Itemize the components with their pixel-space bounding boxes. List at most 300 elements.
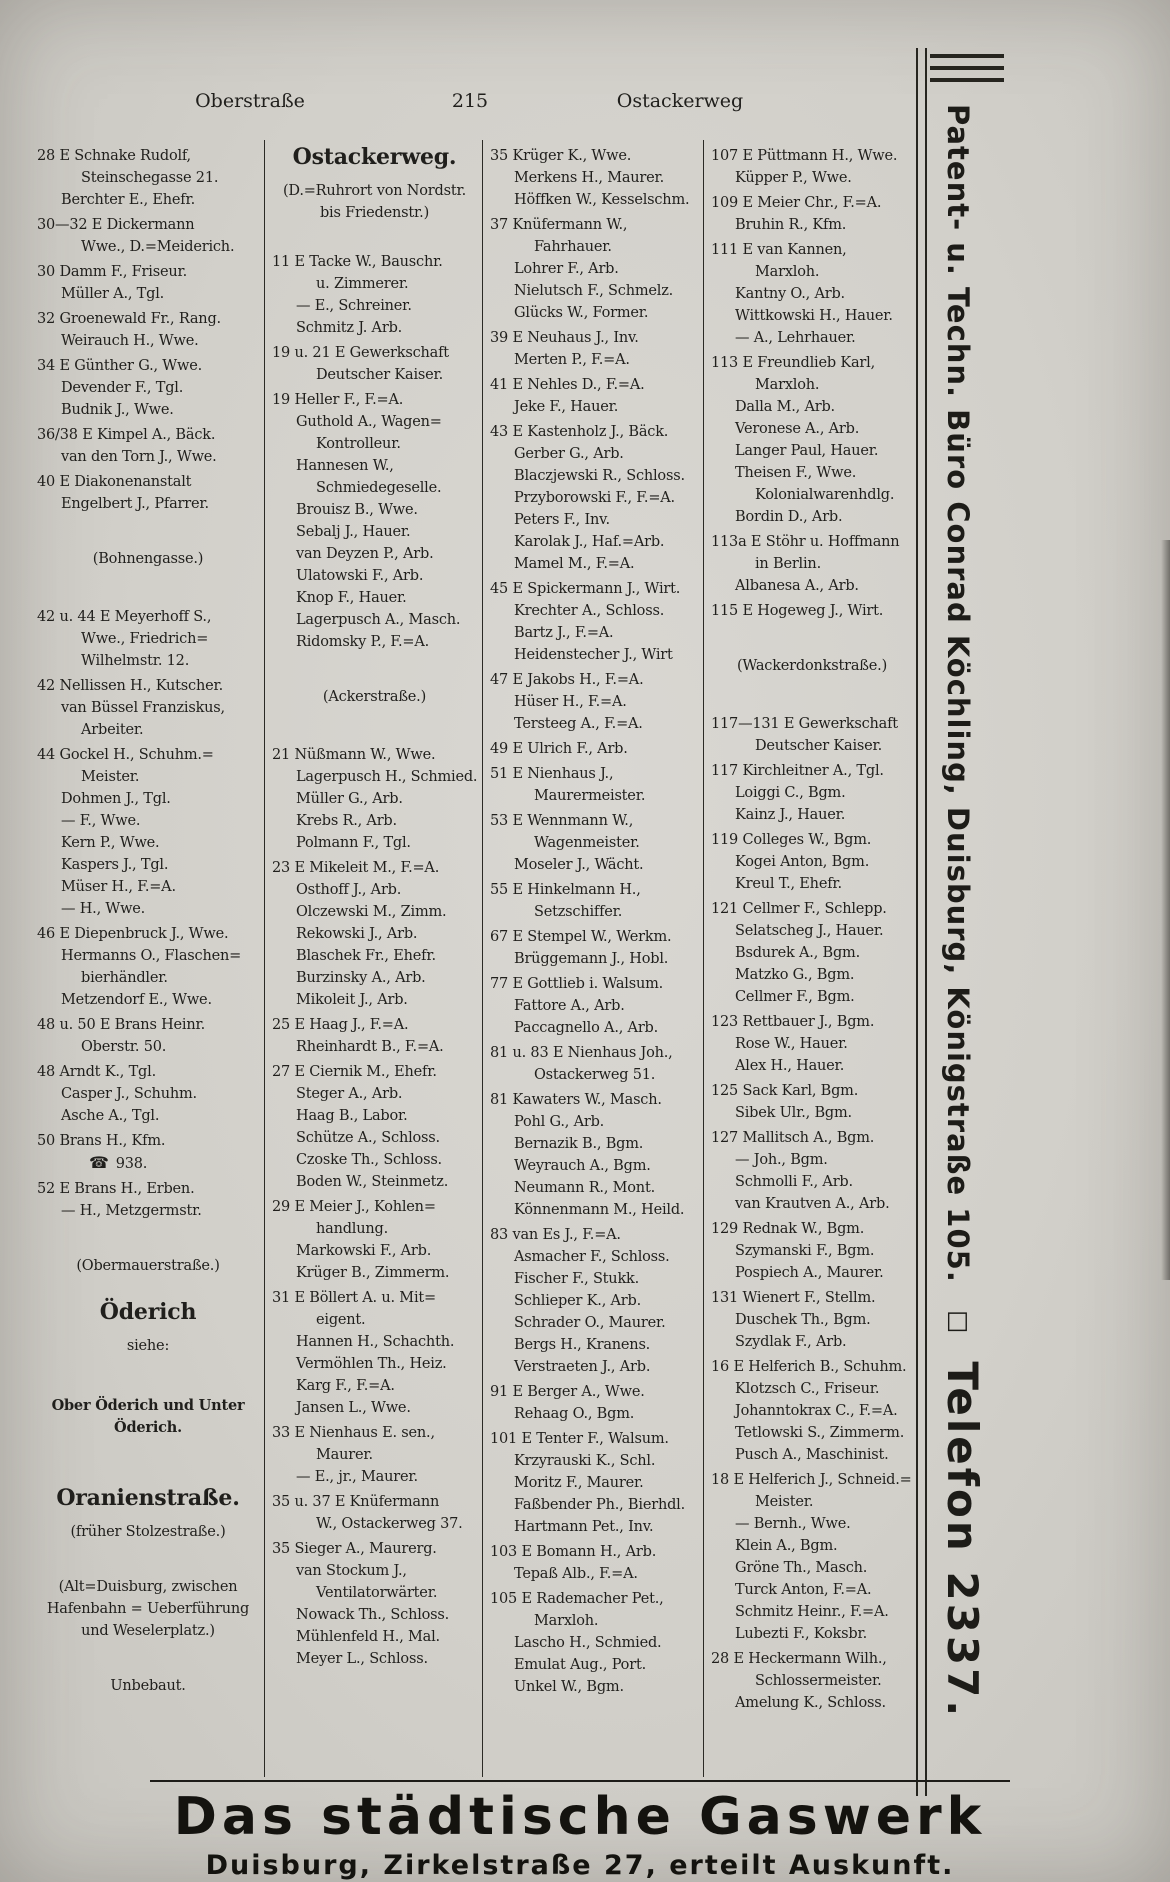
- directory-line-text: Krzyrauski K., Schl.: [514, 1453, 656, 1469]
- sidebar-ad-divider-rule: [916, 48, 927, 1796]
- directory-line-text: Blaschek Fr., Ehefr.: [296, 948, 436, 964]
- directory-line-text: van Krautven A., Arb.: [735, 1196, 890, 1212]
- directory-line: [37, 189, 259, 211]
- directory-line-text: 19 u. 21 E Gewerkschaft: [272, 345, 449, 361]
- directory-line-text: Weyrauch A., Bgm.: [514, 1158, 651, 1174]
- directory-line-text: Nielutsch F., Schmelz.: [514, 283, 674, 299]
- directory-line-text: 52 E Brans H., Erben.: [37, 1181, 195, 1197]
- directory-line: [490, 189, 698, 211]
- directory-line: [37, 493, 259, 515]
- directory-line-text: van Büssel Franziskus,: [61, 700, 225, 716]
- directory-line: [37, 1395, 259, 1417]
- directory-line: [711, 1171, 913, 1193]
- directory-line: [711, 239, 913, 261]
- directory-line: [37, 1152, 259, 1175]
- directory-line-text: Hermanns O., Flaschen=: [61, 948, 242, 964]
- directory-line-text: Weirauch H., Wwe.: [61, 333, 199, 349]
- directory-line-text: Kontrolleur.: [316, 436, 401, 452]
- page-number: 215: [451, 90, 489, 112]
- directory-line: [711, 167, 913, 189]
- directory-line-text: Amelung K., Schloss.: [735, 1695, 886, 1711]
- directory-line: [37, 424, 259, 446]
- directory-line-text: 25 E Haag J., F.=A.: [272, 1017, 409, 1033]
- directory-line: [711, 418, 913, 440]
- directory-line-text: Haag B., Labor.: [296, 1108, 408, 1124]
- directory-line: [272, 1105, 477, 1127]
- directory-line: [490, 1017, 698, 1039]
- directory-line-text: Deutscher Kaiser.: [316, 367, 444, 383]
- directory-line-text: Polmann F., Tgl.: [296, 835, 411, 851]
- directory-line: [711, 484, 913, 506]
- directory-line-text: van den Torn J., Wwe.: [61, 449, 217, 465]
- directory-line: [37, 967, 259, 989]
- directory-line-text: 35 Krüger K., Wwe.: [490, 148, 632, 164]
- directory-line: [711, 1356, 913, 1378]
- directory-line-text: 50 Brans H., Kfm.: [37, 1133, 166, 1149]
- directory-line: [37, 1299, 259, 1325]
- directory-line: [272, 1262, 477, 1284]
- directory-line-text: Kainz J., Hauer.: [735, 807, 846, 823]
- directory-line-text: Ridomsky P., F.=A.: [296, 634, 430, 650]
- directory-line: [711, 1469, 913, 1491]
- directory-line-text: Vermöhlen Th., Heiz.: [296, 1356, 447, 1372]
- directory-line-text: Theisen F., Wwe.: [735, 465, 857, 481]
- directory-line-text: 119 Colleges W., Bgm.: [711, 832, 872, 848]
- directory-line-text: 37 Knüfermann W.,: [490, 217, 628, 233]
- directory-line-text: Könnenmann M., Heild.: [514, 1202, 685, 1218]
- directory-line-text: Müller G., Arb.: [296, 791, 403, 807]
- directory-line-text: Brüggemann J., Hobl.: [514, 951, 669, 967]
- directory-line-text: Kolonialwarenhdlg.: [755, 487, 895, 503]
- directory-line: [490, 1312, 698, 1334]
- directory-line: [272, 499, 477, 521]
- directory-line-text: Moseler J., Wächt.: [514, 857, 644, 873]
- directory-line: [272, 717, 477, 741]
- directory-line: [711, 1080, 913, 1102]
- directory-line-text: 53 E Wennmann W.,: [490, 813, 634, 829]
- directory-line-text: Bartz J., F.=A.: [514, 625, 614, 641]
- directory-line-text: 127 Mallitsch A., Bgm.: [711, 1130, 875, 1146]
- directory-line-text: Loiggi C., Bgm.: [735, 785, 846, 801]
- directory-line-text: Lohrer F., Arb.: [514, 261, 619, 277]
- directory-line-text: Czoske Th., Schloss.: [296, 1152, 442, 1168]
- directory-line: [490, 973, 698, 995]
- directory-line-text: Heidenstecher J., Wirt: [514, 647, 673, 663]
- directory-line: [490, 1356, 698, 1378]
- directory-line: [37, 744, 259, 766]
- directory-line-text: Marxloh.: [755, 264, 820, 280]
- directory-line-text: 35 u. 37 E Knüfermann: [272, 1494, 440, 1510]
- directory-line-text: Hartmann Pet., Inv.: [514, 1519, 654, 1535]
- directory-line-text: Lagerpusch A., Masch.: [296, 612, 461, 628]
- directory-line: [37, 1130, 259, 1152]
- directory-line-text: 113a E Stöhr u. Hoffmann: [711, 534, 900, 550]
- directory-line: [711, 145, 913, 167]
- directory-line: [711, 964, 913, 986]
- directory-line-text: 111 E van Kannen,: [711, 242, 847, 258]
- directory-line-text: Verstraeten J., Arb.: [514, 1359, 651, 1375]
- directory-line-text: — H., Wwe.: [61, 901, 146, 917]
- directory-line-text: 19 Heller F., F.=A.: [272, 392, 404, 408]
- directory-line: [272, 477, 477, 499]
- directory-line-text: 131 Wienert F., Stellm.: [711, 1290, 876, 1306]
- directory-line: [490, 421, 698, 443]
- directory-column-1: [30, 140, 264, 1777]
- directory-line: [711, 1623, 913, 1645]
- directory-line: [711, 1400, 913, 1422]
- directory-line: [37, 355, 259, 377]
- directory-line: [272, 1648, 477, 1670]
- directory-line: [490, 832, 698, 854]
- directory-line: [711, 1692, 913, 1714]
- directory-line-text: Karg F., F.=A.: [296, 1378, 395, 1394]
- directory-line: [711, 1262, 913, 1284]
- directory-line-text: 105 E Rademacher Pet.,: [490, 1591, 664, 1607]
- directory-line: [37, 1255, 259, 1277]
- directory-line-text: Guthold A., Wagen=: [296, 414, 442, 430]
- directory-line-text: 33 E Nienhaus E. sen.,: [272, 1425, 435, 1441]
- directory-line-text: 45 E Spickermann J., Wirt.: [490, 581, 681, 597]
- directory-line-text: Gerber G., Arb.: [514, 446, 624, 462]
- directory-line-text: 109 E Meier Chr., F.=A.: [711, 195, 882, 211]
- directory-line: [711, 873, 913, 895]
- directory-line-text: 91 E Berger A., Wwe.: [490, 1384, 645, 1400]
- directory-line-text: Müser H., F.=A.: [61, 879, 176, 895]
- directory-line-text: Krechter A., Schloss.: [514, 603, 665, 619]
- directory-line-text: Wwe., Friedrich=: [81, 631, 209, 647]
- directory-line-text: Küpper P., Wwe.: [735, 170, 852, 186]
- directory-line: [711, 1670, 913, 1692]
- directory-line-text: Deutscher Kaiser.: [755, 738, 883, 754]
- directory-line-text: Moritz F., Maurer.: [514, 1475, 644, 1491]
- directory-line: [37, 923, 259, 945]
- directory-line-text: 101 E Tenter F., Walsum.: [490, 1431, 669, 1447]
- directory-line: [37, 145, 259, 167]
- directory-line: [37, 1061, 259, 1083]
- directory-line: [490, 854, 698, 876]
- directory-line-text: Klotzsch C., Friseur.: [735, 1381, 880, 1397]
- directory-line-text: van Deyzen P., Arb.: [296, 546, 434, 562]
- directory-line-text: Müller A., Tgl.: [61, 286, 165, 302]
- directory-line: [272, 923, 477, 945]
- directory-line-text: Kreul T., Ehefr.: [735, 876, 842, 892]
- directory-line-text: Schmitz Heinr., F.=A.: [735, 1604, 889, 1620]
- directory-line-text: Blaczjewski R., Schloss.: [514, 468, 685, 484]
- directory-line-text: Setzschiffer.: [534, 904, 623, 920]
- directory-line-text: 107 E Püttmann H., Wwe.: [711, 148, 898, 164]
- directory-line: [490, 258, 698, 280]
- directory-line-text: 39 E Neuhaus J., Inv.: [490, 330, 639, 346]
- directory-line: [37, 1335, 259, 1357]
- directory-line: [37, 606, 259, 628]
- directory-line-text: Merkens H., Maurer.: [514, 170, 665, 186]
- directory-line: [711, 531, 913, 553]
- directory-line: [711, 986, 913, 1008]
- directory-line-text: 125 Sack Karl, Bgm.: [711, 1083, 859, 1099]
- directory-line-text: Meister.: [81, 769, 140, 785]
- directory-line: [711, 713, 913, 735]
- directory-line-text: Szydlak F., Arb.: [735, 1334, 847, 1350]
- directory-line: [490, 644, 698, 666]
- directory-line-text: Szymanski F., Bgm.: [735, 1243, 875, 1259]
- directory-line-text: Fischer F., Stukk.: [514, 1271, 640, 1287]
- directory-line: [272, 144, 477, 170]
- directory-line-text: 23 E Mikeleit M., F.=A.: [272, 860, 440, 876]
- directory-line: [37, 788, 259, 810]
- directory-line: [490, 926, 698, 948]
- directory-line-text: Höffken W., Kesselschm.: [514, 192, 690, 208]
- directory-line: [490, 214, 698, 236]
- directory-line: [490, 995, 698, 1017]
- directory-line: [711, 506, 913, 528]
- directory-line: [711, 261, 913, 283]
- directory-line-text: Mühlenfeld H., Mal.: [296, 1629, 440, 1645]
- directory-line: [490, 396, 698, 418]
- directory-line-text: 115 E Hogeweg J., Wirt.: [711, 603, 884, 619]
- directory-line: [37, 945, 259, 967]
- directory-line: [37, 1200, 259, 1222]
- directory-line-text: Selatscheg J., Hauer.: [735, 923, 884, 939]
- directory-line-text: Glücks W., Former.: [514, 305, 649, 321]
- directory-line: [490, 443, 698, 465]
- directory-line: [711, 440, 913, 462]
- directory-line: [272, 1014, 477, 1036]
- directory-line-text: Oberstr. 50.: [81, 1039, 167, 1055]
- directory-line-text: Jeke F., Hauer.: [514, 399, 619, 415]
- directory-line-text: Veronese A., Arb.: [735, 421, 860, 437]
- directory-line: [490, 810, 698, 832]
- directory-line: [490, 1111, 698, 1133]
- directory-line-text: (früher Stolzestraße.): [70, 1524, 226, 1540]
- directory-line-text: 44 Gockel H., Schuhm.=: [37, 747, 214, 763]
- directory-line-text: eigent.: [316, 1312, 366, 1328]
- directory-line: [490, 302, 698, 324]
- directory-line-text: Schmolli F., Arb.: [735, 1174, 853, 1190]
- directory-line-text: Ober Öderich und Unter: [51, 1397, 245, 1414]
- directory-line: [37, 236, 259, 258]
- sidebar-ad-text: Patent- u. Techn. Büro Conrad Köchling, Duisburg, Königstraße 105.: [941, 104, 975, 1283]
- directory-line: [37, 1036, 259, 1058]
- directory-line: [272, 1604, 477, 1626]
- directory-line: [490, 948, 698, 970]
- directory-line: [272, 1127, 477, 1149]
- directory-line: [711, 352, 913, 374]
- directory-line: [272, 879, 477, 901]
- directory-line-text: Bruhin R., Kfm.: [735, 217, 847, 233]
- directory-line: [490, 691, 698, 713]
- directory-line: [711, 829, 913, 851]
- directory-line-text: Bernazik B., Bgm.: [514, 1136, 644, 1152]
- directory-line-text: 47 E Jakobs H., F.=A.: [490, 672, 644, 688]
- directory-line: [272, 1444, 477, 1466]
- directory-line: [37, 1521, 259, 1543]
- directory-line: [272, 455, 477, 477]
- directory-line-text: Schütze A., Schloss.: [296, 1130, 440, 1146]
- directory-line-text: 81 u. 83 E Nienhaus Joh.,: [490, 1045, 673, 1061]
- directory-line-text: Mikoleit J., Arb.: [296, 992, 408, 1008]
- directory-line: [711, 782, 913, 804]
- directory-line-text: Devender F., Tgl.: [61, 380, 184, 396]
- directory-line: [711, 920, 913, 942]
- directory-line: [490, 901, 698, 923]
- directory-column-2: [264, 140, 482, 1777]
- directory-line-text: 121 Cellmer F., Schlepp.: [711, 901, 887, 917]
- directory-line-text: 29 E Meier J., Kohlen=: [272, 1199, 436, 1215]
- directory-line-text: handlung.: [316, 1221, 389, 1237]
- directory-line: [711, 804, 913, 826]
- directory-line: [37, 1485, 259, 1511]
- directory-line: [490, 1268, 698, 1290]
- directory-line-text: 77 E Gottlieb i. Walsum.: [490, 976, 664, 992]
- directory-line-text: 48 u. 50 E Brans Heinr.: [37, 1017, 206, 1033]
- directory-line-text: Schlieper K., Arb.: [514, 1293, 642, 1309]
- directory-line: [490, 600, 698, 622]
- directory-line: [490, 1381, 698, 1403]
- directory-line-text: Rose W., Hauer.: [735, 1036, 848, 1052]
- directory-line-text: 40 E Diakonenanstalt: [37, 474, 192, 490]
- directory-line: [272, 411, 477, 433]
- directory-line: [711, 1378, 913, 1400]
- directory-line: [272, 202, 477, 224]
- directory-line-text: Krüger B., Zimmerm.: [296, 1265, 450, 1281]
- directory-line-text: 16 E Helferich B., Schuhm.: [711, 1359, 907, 1375]
- directory-line: [490, 349, 698, 371]
- directory-line-text: Tetlowski S., Zimmerm.: [735, 1425, 905, 1441]
- directory-line: [711, 1444, 913, 1466]
- directory-line: [272, 1538, 477, 1560]
- directory-line: [37, 898, 259, 920]
- directory-line-text: bierhändler.: [81, 970, 168, 986]
- directory-line-text: 42 u. 44 E Meyerhoff S.,: [37, 609, 212, 625]
- directory-line: [272, 901, 477, 923]
- directory-line-text: Knop F., Hauer.: [296, 590, 407, 606]
- directory-line: [272, 1626, 477, 1648]
- directory-line: [711, 283, 913, 305]
- directory-line-text: Fahrhauer.: [534, 239, 612, 255]
- directory-line-text: Bergs H., Kranens.: [514, 1337, 651, 1353]
- directory-line: [272, 433, 477, 455]
- directory-line-text: Emulat Aug., Port.: [514, 1657, 646, 1673]
- directory-line: [272, 180, 477, 202]
- directory-line: [272, 295, 477, 317]
- scan-edge-shadow: [1161, 540, 1170, 1280]
- directory-line-text: Marxloh.: [534, 1613, 599, 1629]
- directory-line: [37, 399, 259, 421]
- sidebar-ad-telephone: Telefon 2337.: [938, 1361, 987, 1720]
- directory-line: [37, 308, 259, 330]
- directory-line-text: Jansen L., Wwe.: [296, 1400, 411, 1416]
- directory-line-text: (Alt=Duisburg, zwischen: [58, 1579, 238, 1595]
- directory-line-text: 113 E Freundlieb Karl,: [711, 355, 876, 371]
- directory-line-text: Alex H., Hauer.: [735, 1058, 845, 1074]
- directory-line-text: Cellmer F., Bgm.: [735, 989, 855, 1005]
- directory-line: [272, 1582, 477, 1604]
- directory-line-text: Pospiech A., Maurer.: [735, 1265, 884, 1281]
- directory-line-text: Paccagnello A., Arb.: [514, 1020, 659, 1036]
- directory-line-text: Burzinsky A., Arb.: [296, 970, 426, 986]
- directory-line-text: (Obermauerstraße.): [76, 1258, 220, 1274]
- directory-line: [37, 1083, 259, 1105]
- directory-line-text: Johanntokrax C., F.=A.: [735, 1403, 898, 1419]
- directory-line-text: Hüser H., F.=A.: [514, 694, 627, 710]
- directory-line-text: 43 E Kastenholz J., Bäck.: [490, 424, 669, 440]
- directory-line: [711, 898, 913, 920]
- directory-line-text: 55 E Hinkelmann H.,: [490, 882, 641, 898]
- directory-line: [272, 631, 477, 653]
- directory-line-text: 42 Nellissen H., Kutscher.: [37, 678, 224, 694]
- directory-line-text: Marxloh.: [755, 377, 820, 393]
- directory-line: [711, 600, 913, 622]
- directory-line: [711, 1149, 913, 1171]
- directory-line-text: Rehaag O., Bgm.: [514, 1406, 635, 1422]
- directory-line-text: 34 E Günther G., Wwe.: [37, 358, 202, 374]
- directory-line-text: — Bernh., Wwe.: [735, 1516, 851, 1532]
- directory-line: [490, 531, 698, 553]
- directory-line: [490, 1089, 698, 1111]
- directory-line: [37, 515, 259, 539]
- directory-line-text: — H., Metzgermstr.: [61, 1203, 202, 1219]
- directory-line: [711, 1648, 913, 1670]
- directory-line: [490, 713, 698, 735]
- directory-line: [490, 738, 698, 760]
- directory-line: [711, 760, 913, 782]
- directory-line-text: 51 E Nienhaus J.,: [490, 766, 614, 782]
- directory-line: [272, 565, 477, 587]
- directory-line-text: Hafenbahn = Ueberführung: [46, 1601, 250, 1617]
- directory-line: [711, 1601, 913, 1623]
- directory-line: [37, 1439, 259, 1463]
- directory-line: [711, 192, 913, 214]
- bottom-ad: [150, 1780, 1010, 1881]
- directory-line: [711, 1535, 913, 1557]
- directory-line-text: Langer Paul, Hauer.: [735, 443, 879, 459]
- directory-line: [272, 1083, 477, 1105]
- directory-line-text: 938.: [115, 1156, 148, 1172]
- directory-line-text: 21 Nüßmann W., Wwe.: [272, 747, 436, 763]
- directory-line: [272, 521, 477, 543]
- directory-line: [490, 785, 698, 807]
- directory-line: [37, 1366, 259, 1390]
- directory-line: [711, 214, 913, 236]
- directory-line: [37, 719, 259, 741]
- directory-line: [272, 1196, 477, 1218]
- directory-line: [711, 851, 913, 873]
- directory-line: [490, 374, 698, 396]
- directory-line: [711, 686, 913, 710]
- directory-line: [272, 1218, 477, 1240]
- directory-line: [272, 1375, 477, 1397]
- directory-line-text: Metzendorf E., Wwe.: [61, 992, 212, 1008]
- directory-line-text: Olczewski M., Zimm.: [296, 904, 447, 920]
- directory-line-text: Meister.: [755, 1494, 814, 1510]
- directory-line: [272, 1513, 477, 1535]
- directory-line: [272, 766, 477, 788]
- directory-line-text: Budnik J., Wwe.: [61, 402, 174, 418]
- directory-line-text: 117—131 E Gewerkschaft: [711, 716, 898, 732]
- directory-line-text: Kaspers J., Tgl.: [61, 857, 169, 873]
- directory-line: [272, 1491, 477, 1513]
- directory-line-text: Schmiedegeselle.: [316, 480, 442, 496]
- directory-line-text: Lubezti F., Koksbr.: [735, 1626, 868, 1642]
- directory-line: [490, 578, 698, 600]
- directory-line-text: — E., Schreiner.: [296, 298, 412, 314]
- directory-line: [37, 1014, 259, 1036]
- directory-line: [272, 744, 477, 766]
- directory-line-text: Bordin D., Arb.: [735, 509, 843, 525]
- directory-line: [711, 1240, 913, 1262]
- directory-line: [37, 1178, 259, 1200]
- directory-line: [711, 1011, 913, 1033]
